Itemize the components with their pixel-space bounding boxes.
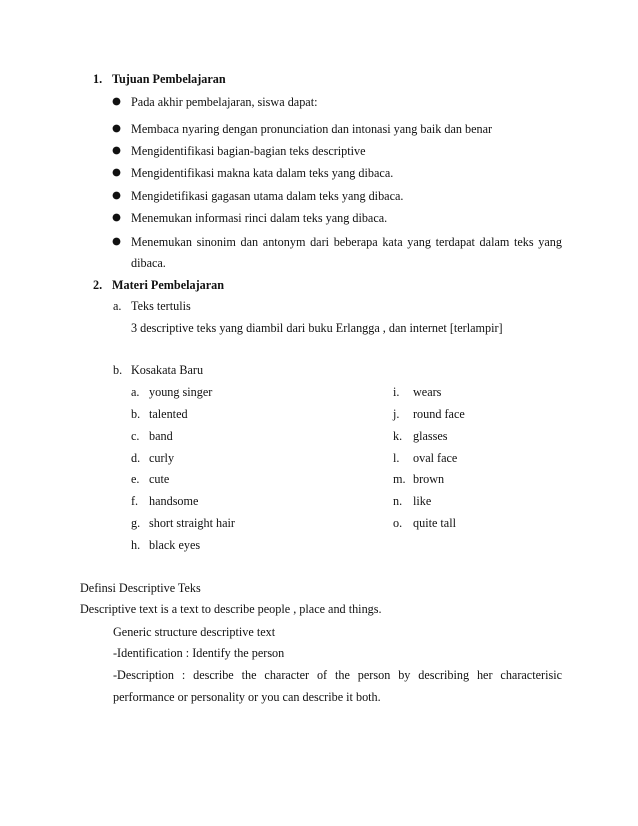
vocab-word: short straight hair <box>149 516 235 530</box>
vocab-letter: l. <box>393 451 400 465</box>
subsection-a-title: Teks tertulis <box>131 299 191 313</box>
section1-title: Tujuan Pembelajaran <box>112 72 226 86</box>
vocab-word: black eyes <box>149 538 201 552</box>
vocab-letter: h. <box>131 538 141 552</box>
objective-item: Mengidetifikasi gagasan utama dalam teks yang dibaca. <box>131 189 404 203</box>
vocab-word: round face <box>413 407 465 421</box>
section2-number: 2. <box>93 278 103 292</box>
vocab-letter: m. <box>393 472 406 486</box>
vocab-letter: g. <box>131 516 141 530</box>
vocab-letter: i. <box>393 385 400 399</box>
bullet-icon <box>113 192 120 199</box>
bullet-icon <box>113 125 120 132</box>
description-line: -Description : describe the character of the person by describing her characterisic <box>113 668 562 682</box>
objective-item: Mengidentifikasi makna kata dalam teks yang dibaca. <box>131 166 394 180</box>
vocab-word: wears <box>413 385 442 399</box>
vocab-letter: a. <box>131 385 140 399</box>
vocab-letter: c. <box>131 429 140 443</box>
bullet-icon <box>113 147 120 154</box>
vocab-word: curly <box>149 451 175 465</box>
bullet-icon <box>113 98 120 105</box>
bullet-icon <box>113 238 120 245</box>
identification-line: -Identification : Identify the person <box>113 646 285 660</box>
bullet-icon <box>113 214 120 221</box>
vocab-word: quite tall <box>413 516 456 530</box>
generic-structure: Generic structure descriptive text <box>113 625 276 639</box>
objective-item: Menemukan sinonim dan antonym dari beberapa kata yang terdapat dalam teks yang <box>131 235 562 249</box>
vocab-letter: k. <box>393 429 403 443</box>
vocab-letter: e. <box>131 472 140 486</box>
subsection-a-letter: a. <box>113 299 122 313</box>
vocab-word: band <box>149 429 173 443</box>
definition-heading: Definsi Descriptive Teks <box>80 581 201 595</box>
vocab-letter: o. <box>393 516 403 530</box>
objective-item-continuation: dibaca. <box>131 256 166 270</box>
description-line-continuation: performance or personality or you can describe it both. <box>113 690 381 704</box>
vocab-word: talented <box>149 407 188 421</box>
vocab-word: oval face <box>413 451 458 465</box>
vocab-letter: b. <box>131 407 141 421</box>
vocab-word: cute <box>149 472 170 486</box>
section1-number: 1. <box>93 72 103 86</box>
vocab-letter: n. <box>393 494 403 508</box>
vocab-word: brown <box>413 472 445 486</box>
objective-item: Menemukan informasi rinci dalam teks yang dibaca. <box>131 211 388 225</box>
section2-title: Materi Pembelajaran <box>112 278 225 292</box>
definition-sentence: Descriptive text is a text to describe people , place and things. <box>80 602 382 616</box>
objective-item: Mengidentifikasi bagian-bagian teks descriptive <box>131 144 366 158</box>
objective-item: Membaca nyaring dengan pronunciation dan intonasi yang baik dan benar <box>131 122 493 136</box>
subsection-b-title: Kosakata Baru <box>131 363 204 377</box>
vocab-word: young singer <box>149 385 213 399</box>
vocab-word: glasses <box>413 429 448 443</box>
vocab-letter: j. <box>393 407 400 421</box>
bullet-icon <box>113 169 120 176</box>
vocab-letter: f. <box>131 494 139 508</box>
vocab-word: like <box>413 494 432 508</box>
vocab-word: handsome <box>149 494 199 508</box>
vocab-letter: d. <box>131 451 141 465</box>
objective-item: Pada akhir pembelajaran, siswa dapat: <box>131 95 318 109</box>
subsection-a-text: 3 descriptive teks yang diambil dari buku Erlangga , dan internet [terlampir] <box>131 321 503 335</box>
subsection-b-letter: b. <box>113 363 123 377</box>
